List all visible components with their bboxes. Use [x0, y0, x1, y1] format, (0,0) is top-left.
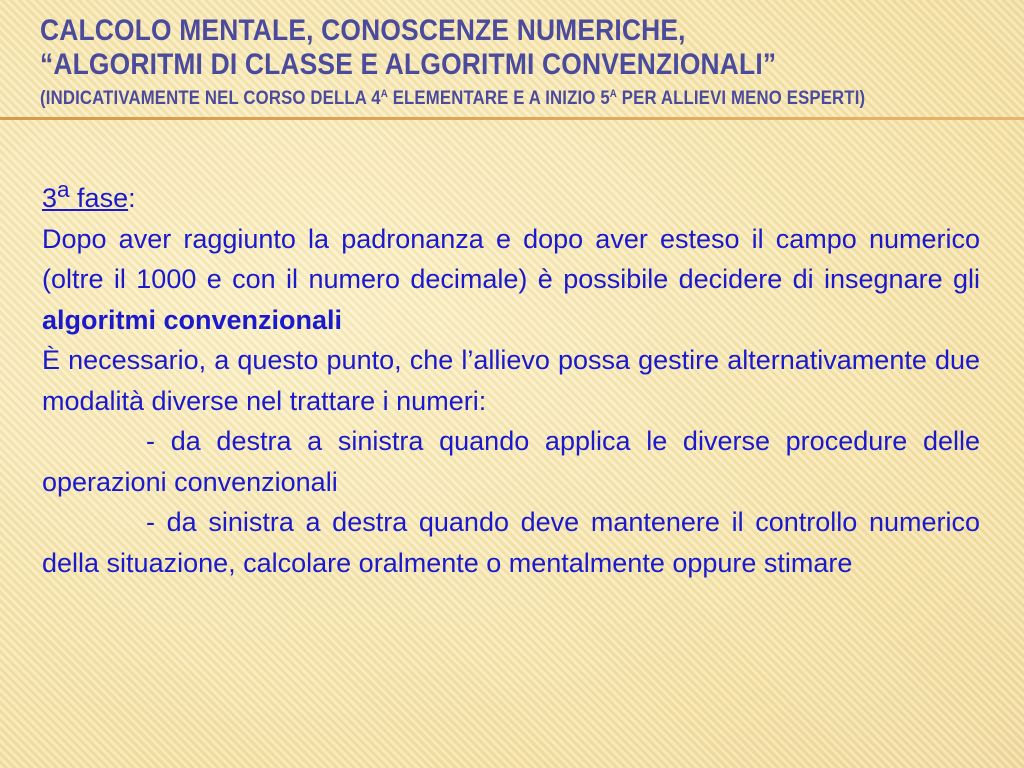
title-line-1: CALCOLO MENTALE, CONOSCENZE NUMERICHE,	[40, 14, 686, 47]
subtitle-part-1: (INDICATIVAMENTE NEL CORSO DELLA 4	[40, 88, 381, 109]
list-item-1: - da destra a sinistra quando applica le diverse procedure delle operazioni convenzionali	[42, 426, 980, 497]
title-subtitle	[40, 82, 885, 111]
slide-body	[42, 170, 980, 583]
slide-title	[40, 14, 885, 111]
title-line-2: “ALGORITMI DI CLASSE E ALGORITMI CONVENZIONALI”	[40, 48, 777, 81]
phase-colon: :	[128, 183, 136, 213]
subtitle-superscript-1: A	[380, 88, 388, 100]
paragraph-1-bold: algoritmi convenzionali	[42, 304, 343, 335]
list-item-2: - da sinistra a destra quando deve mantenere il controllo numerico della situazione, calcolare oralmente o mentalmente oppure stimare	[42, 507, 980, 578]
title-divider	[0, 117, 1024, 120]
subtitle-superscript-2: A	[609, 88, 617, 100]
subtitle-part-3: PER ALLIEVI MENO ESPERTI)	[616, 88, 866, 109]
phase-label	[42, 177, 129, 213]
phase-superscript: a	[57, 177, 70, 202]
paragraph-1-text: Dopo aver raggiunto la padronanza e dopo aver esteso il campo numerico (oltre il 1000 e con il numero decimale) è possibile decidere di insegnare gli	[42, 223, 980, 294]
phase-word: fase	[69, 183, 129, 213]
subtitle-part-2: ELEMENTARE E A INIZIO 5	[387, 88, 610, 109]
paragraph-2: È necessario, a questo punto, che l’allievo possa gestire alternativamente due modalità diverse nel trattare i numeri:	[42, 345, 980, 416]
phase-heading	[42, 170, 980, 219]
phase-number: 3	[42, 183, 58, 213]
paragraph-1	[42, 219, 980, 341]
